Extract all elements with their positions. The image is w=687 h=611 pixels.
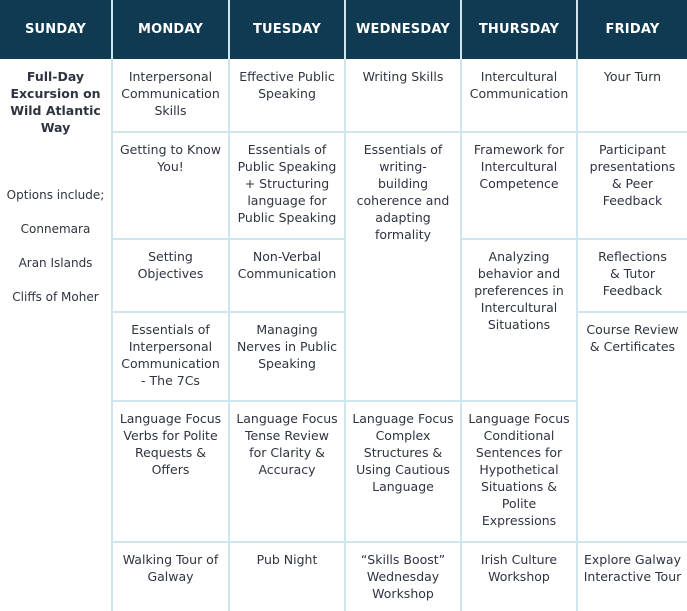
header-monday: MONDAY [113,0,228,59]
tuesday-session-3: Non-Verbal Communication [237,249,337,281]
header-tuesday: TUESDAY [230,0,344,59]
wednesday-session-2: Essentials of writing- building coherence and adapting formality [356,142,450,242]
tuesday-session-6: Pub Night [256,552,318,567]
friday-session-6: Explore Galway Interactive Tour [583,552,682,584]
tuesday-session-4: Managing Nerves in Public Speaking [236,322,338,371]
header-wednesday: WEDNESDAY [346,0,460,59]
thursday-session-1: Intercultural Communication [469,69,569,101]
wednesday-session-1: Writing Skills [362,69,444,84]
tuesday-session-2: Essentials of Public Speaking + Structuring language for Public Speaking [237,142,337,225]
monday-session-1: Interpersonal Communication Skills [121,69,220,118]
wednesday-session-5: Language Focus Complex Structures & Using Cautious Language [352,411,454,494]
tuesday-session-5: Language Focus Tense Review for Clarity & Accuracy [236,411,338,477]
tuesday-session-1: Effective Public Speaking [239,69,335,101]
thursday-session-2: Framework for Intercultural Competence [473,142,565,191]
sunday-excursion-title: Full-Day Excursion on Wild Atlantic Way [10,69,101,135]
thursday-session-6: Irish Culture Workshop [480,552,558,584]
friday-session-4: Course Review & Certificates [586,322,679,354]
monday-session-3: Setting Objectives [137,249,204,281]
sunday-option-cliffs-of-moher: Cliffs of Moher [12,290,99,304]
header-friday: FRIDAY [578,0,687,59]
thursday-session-3: Analyzing behavior and preferences in Intercultural Situations [474,249,564,332]
monday-session-2: Getting to Know You! [120,142,221,174]
sunday-option-connemara: Connemara [20,222,91,236]
monday-session-4: Essentials of Interpersonal Communication - The 7Cs [121,322,220,388]
thursday-session-5: Language Focus Conditional Sentences for Hypothetical Situations & Polite Expressions [468,411,570,528]
monday-session-5: Language Focus Verbs for Polite Requests & Offers [119,411,222,477]
friday-session-1: Your Turn [603,69,662,84]
sunday-options-label: Options include; [6,188,105,202]
sunday-option-aran-islands: Aran Islands [18,256,93,270]
friday-session-3: Reflections & Tutor Feedback [598,249,667,298]
header-sunday: SUNDAY [0,0,111,59]
wednesday-session-6: “Skills Boost” Wednesday Workshop [360,552,446,601]
grid-line [344,0,346,611]
friday-session-2: Participant presentations & Peer Feedback [589,142,676,208]
header-thursday: THURSDAY [462,0,576,59]
monday-session-6: Walking Tour of Galway [122,552,219,584]
grid-line [576,0,578,611]
